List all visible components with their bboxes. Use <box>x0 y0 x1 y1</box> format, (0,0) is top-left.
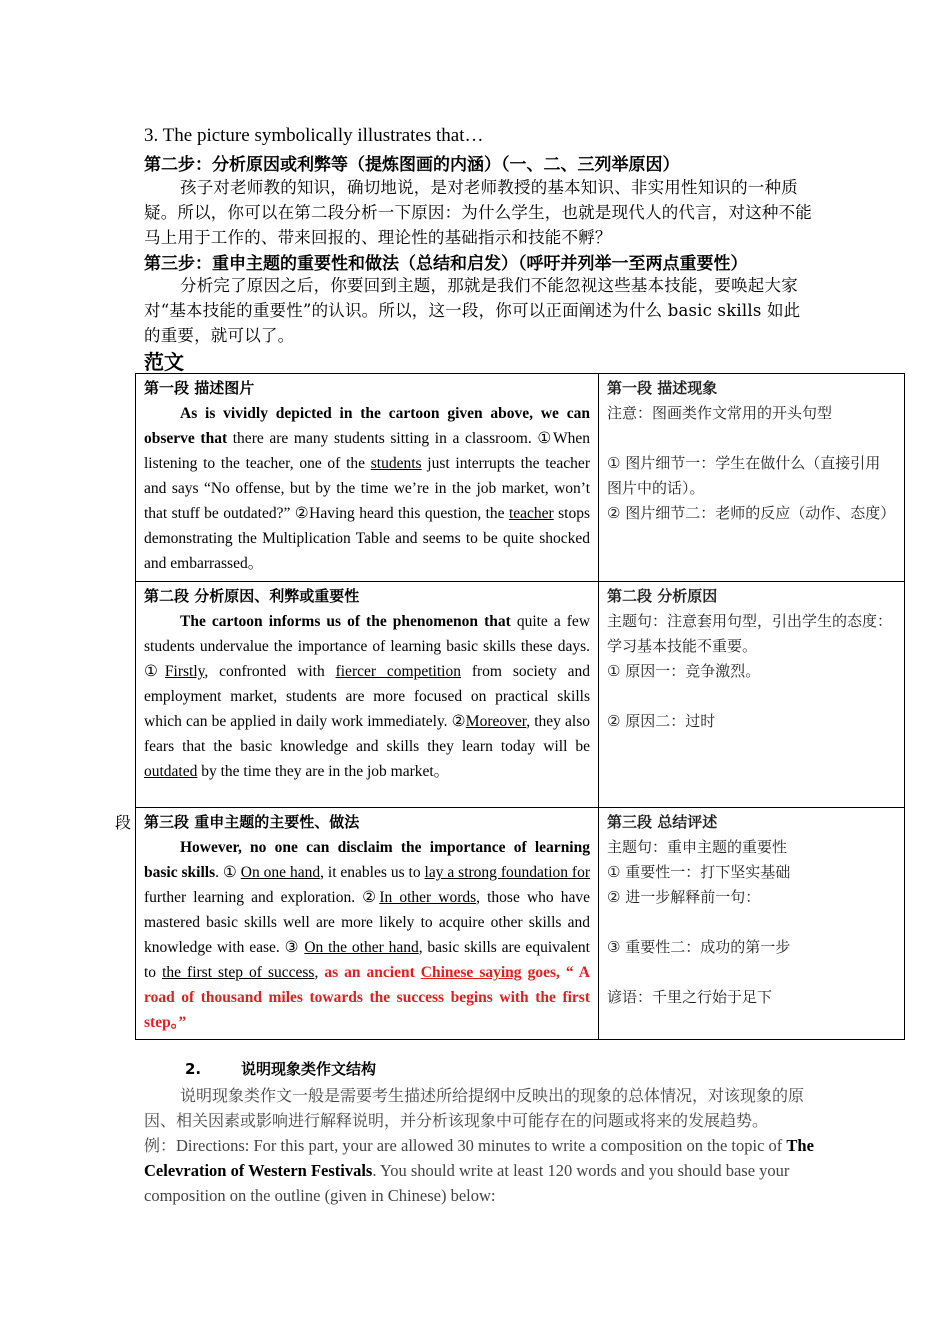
row1-paragraph: As is vividly depicted in the cartoon given above, we can observe that there are many students sitting in a classroom. ①When listening to the teacher, one of the students just interrupts the teacher and says “No offense, but by the time we’re in the job market, won’t that stuff be outdated?” ②Having heard this question, the teacher stops demonstrating the Multiplication Table and seems to be quite shocked and embarrassed。 <box>144 405 591 572</box>
row2-right-heading: 第二段 分析原因 <box>607 587 718 605</box>
example-paragraph: 例：Directions: For this part, your are allowed 30 minutes to write a composition on the topic of The Celevration of Western Festivals. You should write at least 120 words and you should base your composition on the outline (given in Chinese) below: <box>144 1136 814 1205</box>
note-line: 注意：图画类作文常用的开头句型 <box>607 404 833 422</box>
table-row <box>136 808 905 1040</box>
row2-left-cell <box>136 582 599 808</box>
note-line: 主题句：重申主题的重要性 <box>607 838 788 856</box>
row1-left-cell <box>136 374 599 582</box>
row3-right-heading: 第三段 总结评述 <box>607 813 718 831</box>
row3-paragraph: However, no one can disclaim the importance of learning basic skills. ① On one hand, it enables us to lay a strong foundation for further learning and exploration. ②In other words, those who have mastered basic skills well are more likely to acquire other skills and knowledge with ease. ③ On the other hand, basic skills are equivalent to the first step of success, as an ancient Chinese saying goes, “ A road of thousand miles towards the success begins with the first step。” <box>144 839 590 1031</box>
row2-right-cell <box>599 582 905 808</box>
row1-right-cell <box>599 374 905 582</box>
note-line: ① 图片细节一：学生在做什么（直接引用 <box>607 454 881 472</box>
step2-paragraph: 孩子对老师教的知识，确切地说，是对老师教授的基本知识、非实用性知识的一种质疑。所以，你可以在第二段分析一下原因：为什么学生，也就是现代人的代言，对这种不能马上用于工作的、带来回报的、理论性的基础指示和技能不孵？ <box>144 178 812 247</box>
note-line: ① 原因一：竞争激烈。 <box>607 662 761 680</box>
row2-left-heading: 第二段 分析原因、利弊或重要性 <box>144 587 360 605</box>
note-line: ③ 重要性二：成功的第一步 <box>607 938 791 956</box>
row3-left-heading: 第三段 重申主题的主要性、做法 <box>144 813 360 831</box>
sample-essay-heading: 范文 <box>144 350 184 374</box>
row1-left-heading: 第一段 描述图片 <box>144 379 255 397</box>
note-line: 图片中的话）。 <box>607 479 705 497</box>
row2-paragraph: The cartoon informs us of the phenomenon that quite a few students undervalue the importance of learning basic skills these days. ①Firstly, confronted with fiercer competition from society and employment market, students are more focused on practical skills which can be applied in daily work immediately. ②Moreover, they also fears that the basic knowledge and skills they learn today will be outdated by the time they are in the job market。 <box>144 613 591 780</box>
row1-right-heading: 第一段 描述现象 <box>607 379 718 397</box>
section-title: 说明现象类作文结构 <box>241 1060 377 1078</box>
heading-3: 3. The picture symbolically illustrates that… <box>144 125 484 146</box>
cn-paragraph: 说明现象类作文一般是需要考生描述所给提纲中反映出的现象的总体情况，对该现象的原因、相关因素或影响进行解释说明，并分析该现象中可能存在的问题或将来的发展趋势。 <box>144 1086 805 1130</box>
step3-title: 第三步：重申主题的重要性和做法（总结和启发）（呼吁并列举一至两点重要性） <box>144 254 748 274</box>
essay-table <box>135 373 905 1040</box>
table-row <box>136 374 905 582</box>
side-char: 段 <box>115 813 132 832</box>
table-row <box>136 582 905 808</box>
note-line: 主题句：注意套用句型，引出学生的态度： <box>607 612 893 630</box>
note-line: 学习基本技能不重要。 <box>607 637 758 655</box>
note-line: ② 原因二：过时 <box>607 712 716 730</box>
step2-title: 第二步：分析原因或利弊等（提炼图画的内涵）（一、二、三列举原因） <box>144 155 680 175</box>
section-2-heading <box>185 1058 376 1079</box>
note-line: ② 进一步解释前一句： <box>607 888 761 906</box>
note-line: ① 重要性一：打下坚实基础 <box>607 863 791 881</box>
step3-paragraph: 分析完了原因之后，你要回到主题，那就是我们不能忽视这些基本技能，要唤起大家对“基本技能的重要性”的认识。所以，这一段，你可以正面阐述为什么 basic skills 如此的重要，就可以了。 <box>144 276 801 345</box>
row3-right-cell <box>599 808 905 1040</box>
section-number: 2. <box>185 1060 202 1078</box>
row3-left-cell <box>136 808 599 1040</box>
note-line: ② 图片细节二：老师的反应（动作、态度） <box>607 504 896 522</box>
section-2-paragraph <box>144 1083 814 1208</box>
note-line: 谚语：千里之行始于足下 <box>607 988 773 1006</box>
